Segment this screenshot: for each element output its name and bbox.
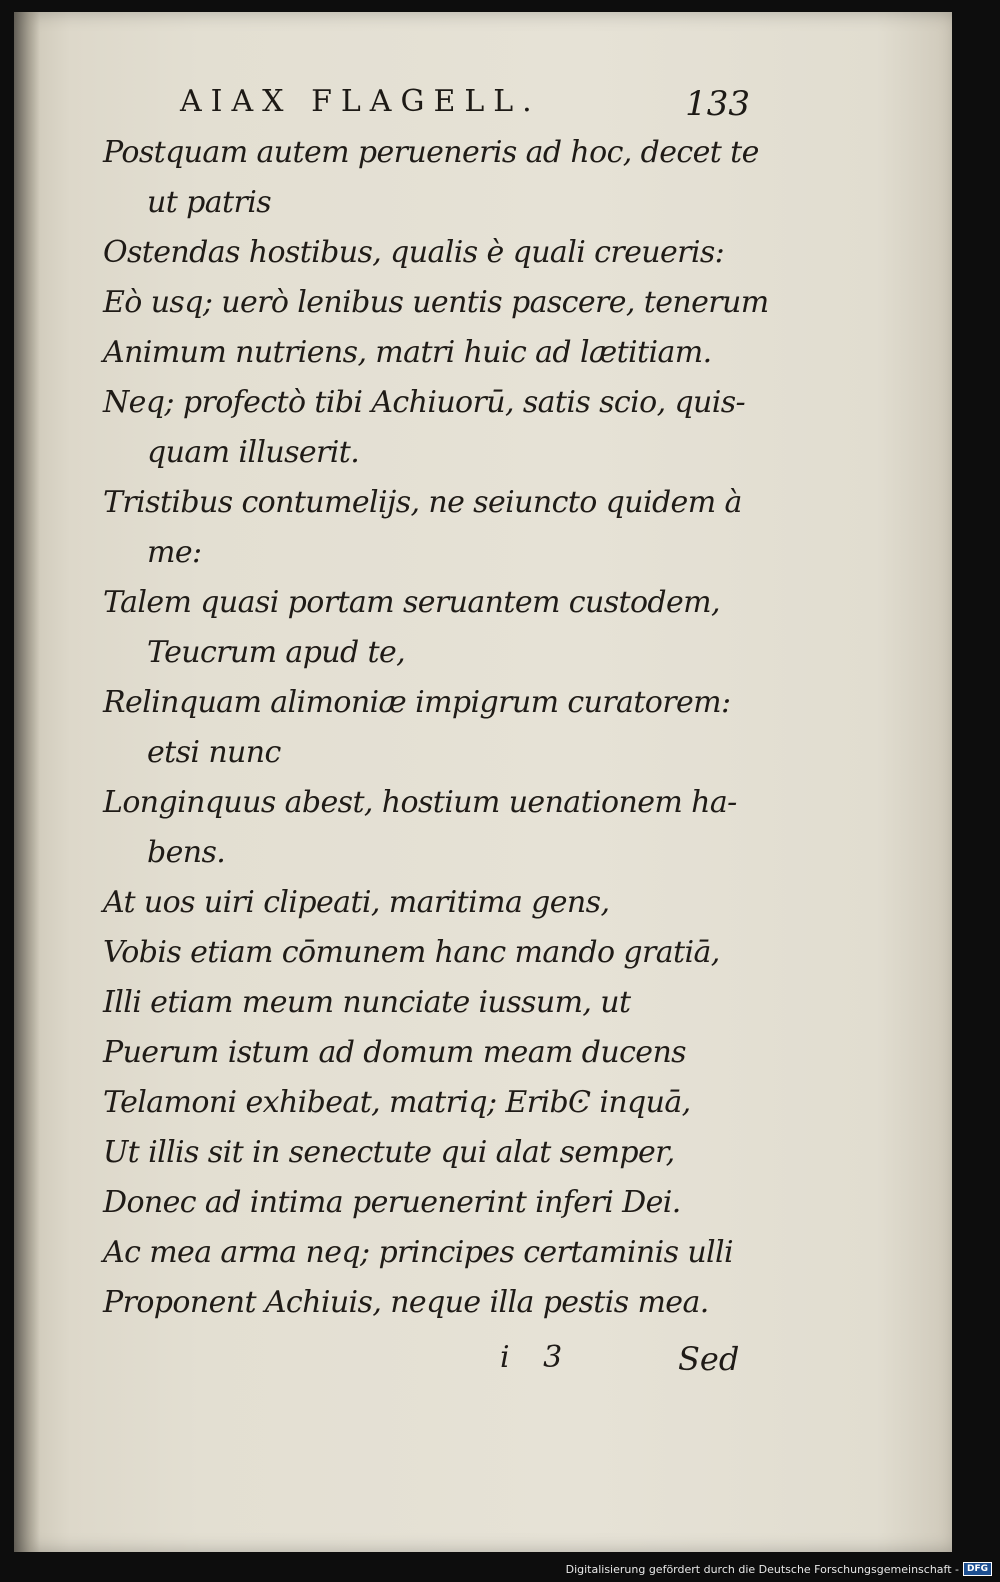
verse-line: Neq; profectò tibi Achiuorū, satis scio, quis-: [103, 385, 746, 420]
verse-line: Postquam autem perueneris ad hoc, decet te: [103, 135, 759, 170]
footer-credit: Digitalisierung gefördert durch die Deutsche Forschungsgemeinschaft -: [565, 1562, 959, 1576]
page-header: [180, 84, 750, 128]
verse-line: Talem quasi portam seruantem custodem,: [103, 585, 720, 620]
verse-line: At uos uiri clipeati, maritima gens,: [103, 885, 610, 920]
digitization-footer: [566, 1560, 992, 1578]
running-title: AIAX FLAGELL.: [180, 84, 541, 119]
verse-line: Illi etiam meum nunciate iussum, ut: [103, 985, 631, 1020]
verse-text-block: [103, 128, 769, 1328]
verse-line: etsi nunc: [147, 735, 281, 770]
page-gutter-shadow: [14, 12, 40, 1552]
verse-line: Teucrum apud te,: [147, 635, 406, 670]
dfg-logo: DFG: [963, 1562, 992, 1576]
signature-mark: i 3: [500, 1340, 563, 1375]
verse-line: Longinquus abest, hostium uenationem ha-: [103, 785, 737, 820]
verse-line: Ostendas hostibus, qualis è quali creueris:: [103, 235, 725, 270]
page-number: 133: [685, 84, 750, 124]
verse-line: Vobis etiam cōmunem hanc mando gratiā,: [103, 935, 720, 970]
verse-line: Eò usq; uerò lenibus uentis pascere, tenerum: [103, 285, 769, 320]
verse-line: quam illuserit.: [147, 435, 360, 470]
verse-line: Ut illis sit in senectute qui alat semper,: [103, 1135, 675, 1170]
catchword: Sed: [678, 1340, 740, 1378]
verse-line: Relinquam alimoniæ impigrum curatorem:: [103, 685, 731, 720]
verse-line: Tristibus contumelijs, ne seiuncto quidem à: [103, 485, 742, 520]
verse-line: Puerum istum ad domum meam ducens: [103, 1035, 686, 1070]
verse-line: Donec ad intima peruenerint inferi Dei.: [103, 1185, 681, 1220]
verse-line: bens.: [147, 835, 226, 870]
verse-line: ut patris: [147, 185, 271, 220]
verse-line: Telamoni exhibeat, matriq; EribϾ inquā,: [103, 1085, 691, 1120]
verse-line: Ac mea arma neq; principes certaminis ulli: [103, 1235, 734, 1270]
verse-line: me:: [147, 535, 202, 570]
verse-line: Proponent Achiuis, neque illa pestis mea.: [103, 1285, 709, 1320]
verse-line: Animum nutriens, matri huic ad lætitiam.: [103, 335, 712, 370]
